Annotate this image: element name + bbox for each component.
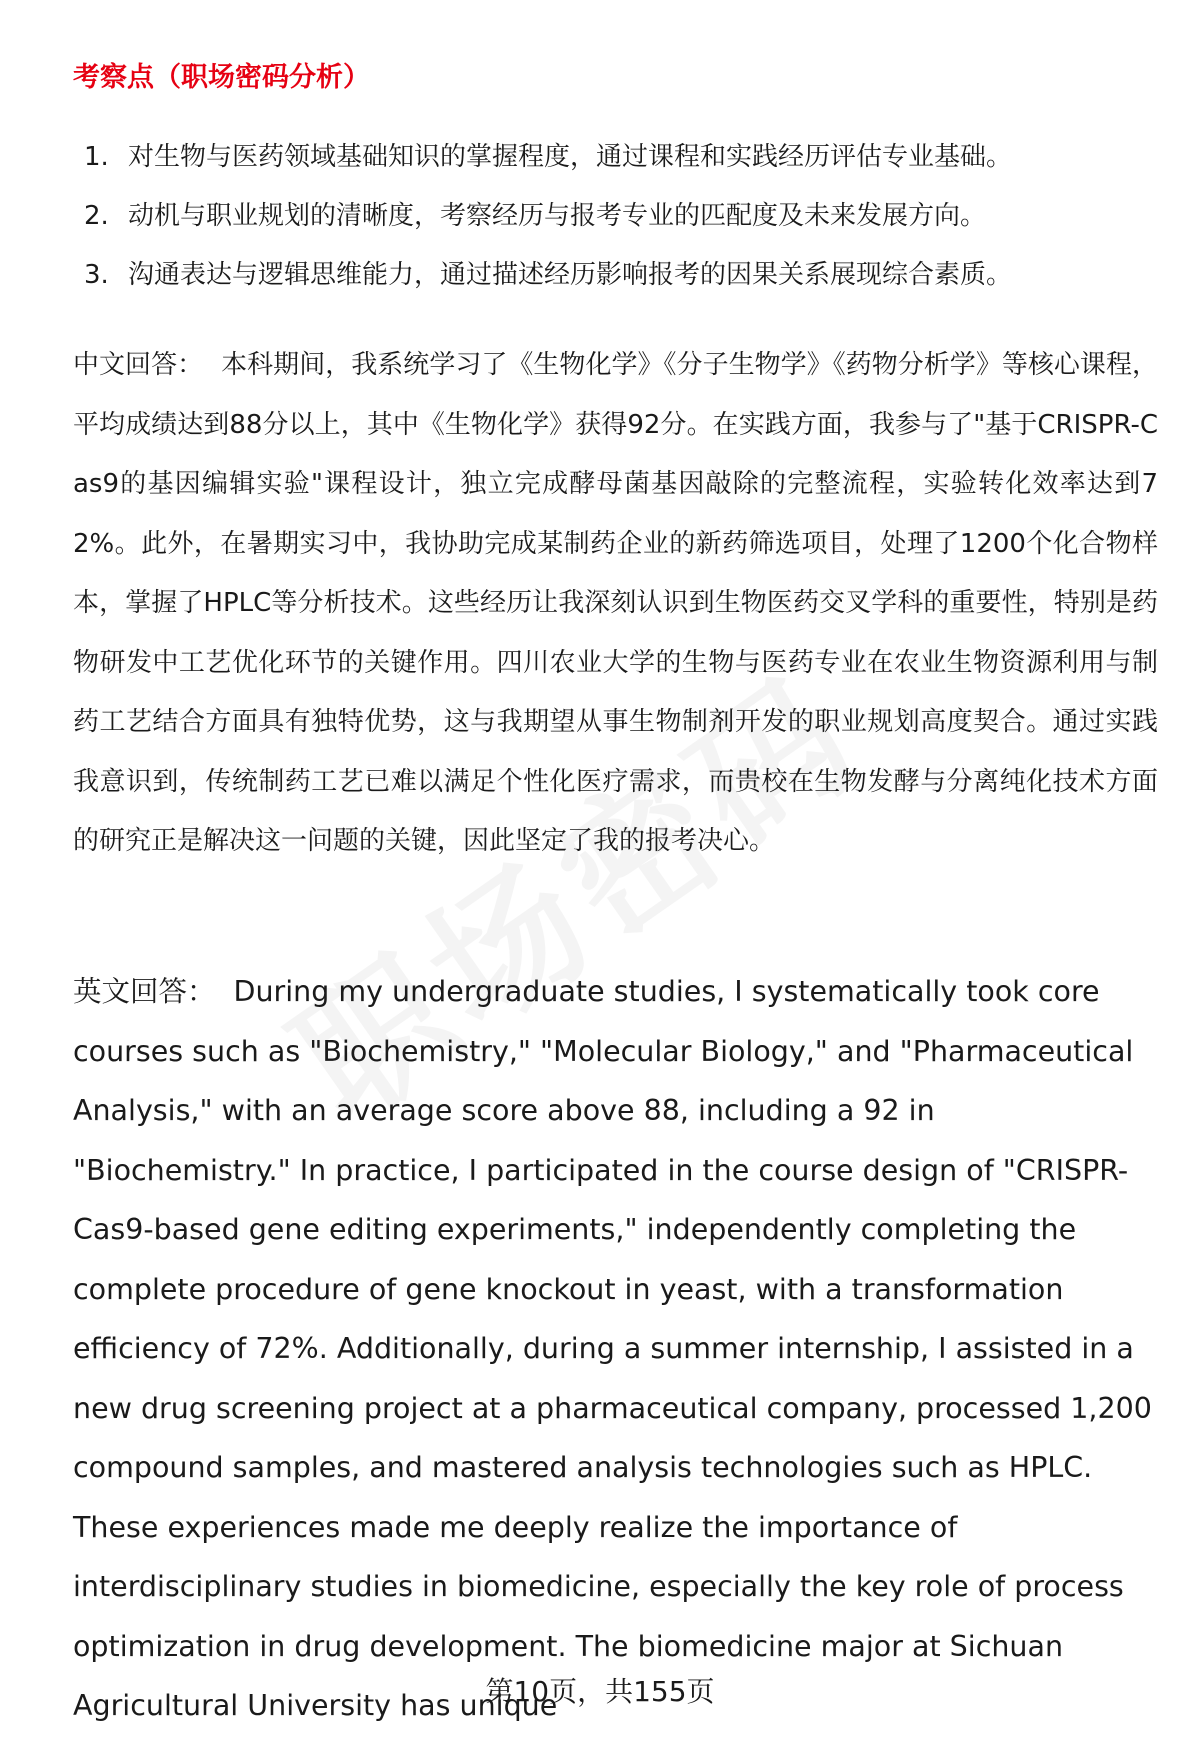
- chinese-answer-paragraph: [73, 336, 1158, 872]
- english-answer-paragraph: [73, 962, 1158, 1736]
- list-item-number: 1.: [84, 142, 109, 172]
- section-title: 考察点（职场密码分析）: [73, 62, 370, 93]
- list-item: [84, 137, 1144, 177]
- list-item-text: 对生物与医药领域基础知识的掌握程度，通过课程和实践经历评估专业基础。: [128, 142, 1013, 172]
- assessment-points-list: [84, 137, 1144, 314]
- list-item: [84, 196, 1144, 236]
- list-item-text: 沟通表达与逻辑思维能力，通过描述经历影响报考的因果关系展现综合素质。: [128, 260, 1013, 290]
- list-item-text: 动机与职业规划的清晰度，考察经历与报考专业的匹配度及未来发展方向。: [128, 201, 987, 231]
- english-answer-text: During my undergraduate studies, I systematically took core courses such as "Biochemistry," "Molecular Biology," and "Pharmaceutical Analysis," with an average score above 88, including a 92 in "Biochemistry." In practice, I participated in the course design of "CRISPR-Cas9-based gene editing experiments," independently completing the complete procedure of gene knockout in yeast, with a transformation efficiency of 72%. Additionally, during a summer internship, I assisted in a new drug screening project at a pharmaceutical company, processed 1,200 compound samples, and mastered analysis technologies such as HPLC. These experiences made me deeply realize the importance of interdisciplinary studies in biomedicine, especially the key role of process optimization in drug development. The biomedicine major at Sichuan Agricultural University has unique: [73, 975, 1152, 1722]
- list-item: [84, 255, 1144, 295]
- page-number-footer: 第10页，共155页: [485, 1675, 715, 1708]
- chinese-answer-label: 中文回答：: [73, 350, 204, 380]
- chinese-answer-text: 本科期间，我系统学习了《生物化学》《分子生物学》《药物分析学》等核心课程，平均成绩达到88分以上，其中《生物化学》获得92分。在实践方面，我参与了"基于CRISPR-Cas9的基因编辑实验"课程设计，独立完成酵母菌基因敲除的完整流程，实验转化效率达到72%。此外，在暑期实习中，我协助完成某制药企业的新药筛选项目，处理了1200个化合物样本，掌握了HPLC等分析技术。这些经历让我深刻认识到生物医药交叉学科的重要性，特别是药物研发中工艺优化环节的关键作用。四川农业大学的生物与医药专业在农业生物资源利用与制药工艺结合方面具有独特优势，这与我期望从事生物制剂开发的职业规划高度契合。通过实践我意识到，传统制药工艺已难以满足个性化医疗需求，而贵校在生物发酵与分离纯化技术方面的研究正是解决这一问题的关键，因此坚定了我的报考决心。: [73, 350, 1158, 856]
- english-answer-label: 英文回答：: [73, 975, 216, 1008]
- list-item-number: 2.: [84, 201, 109, 231]
- list-item-number: 3.: [84, 260, 109, 290]
